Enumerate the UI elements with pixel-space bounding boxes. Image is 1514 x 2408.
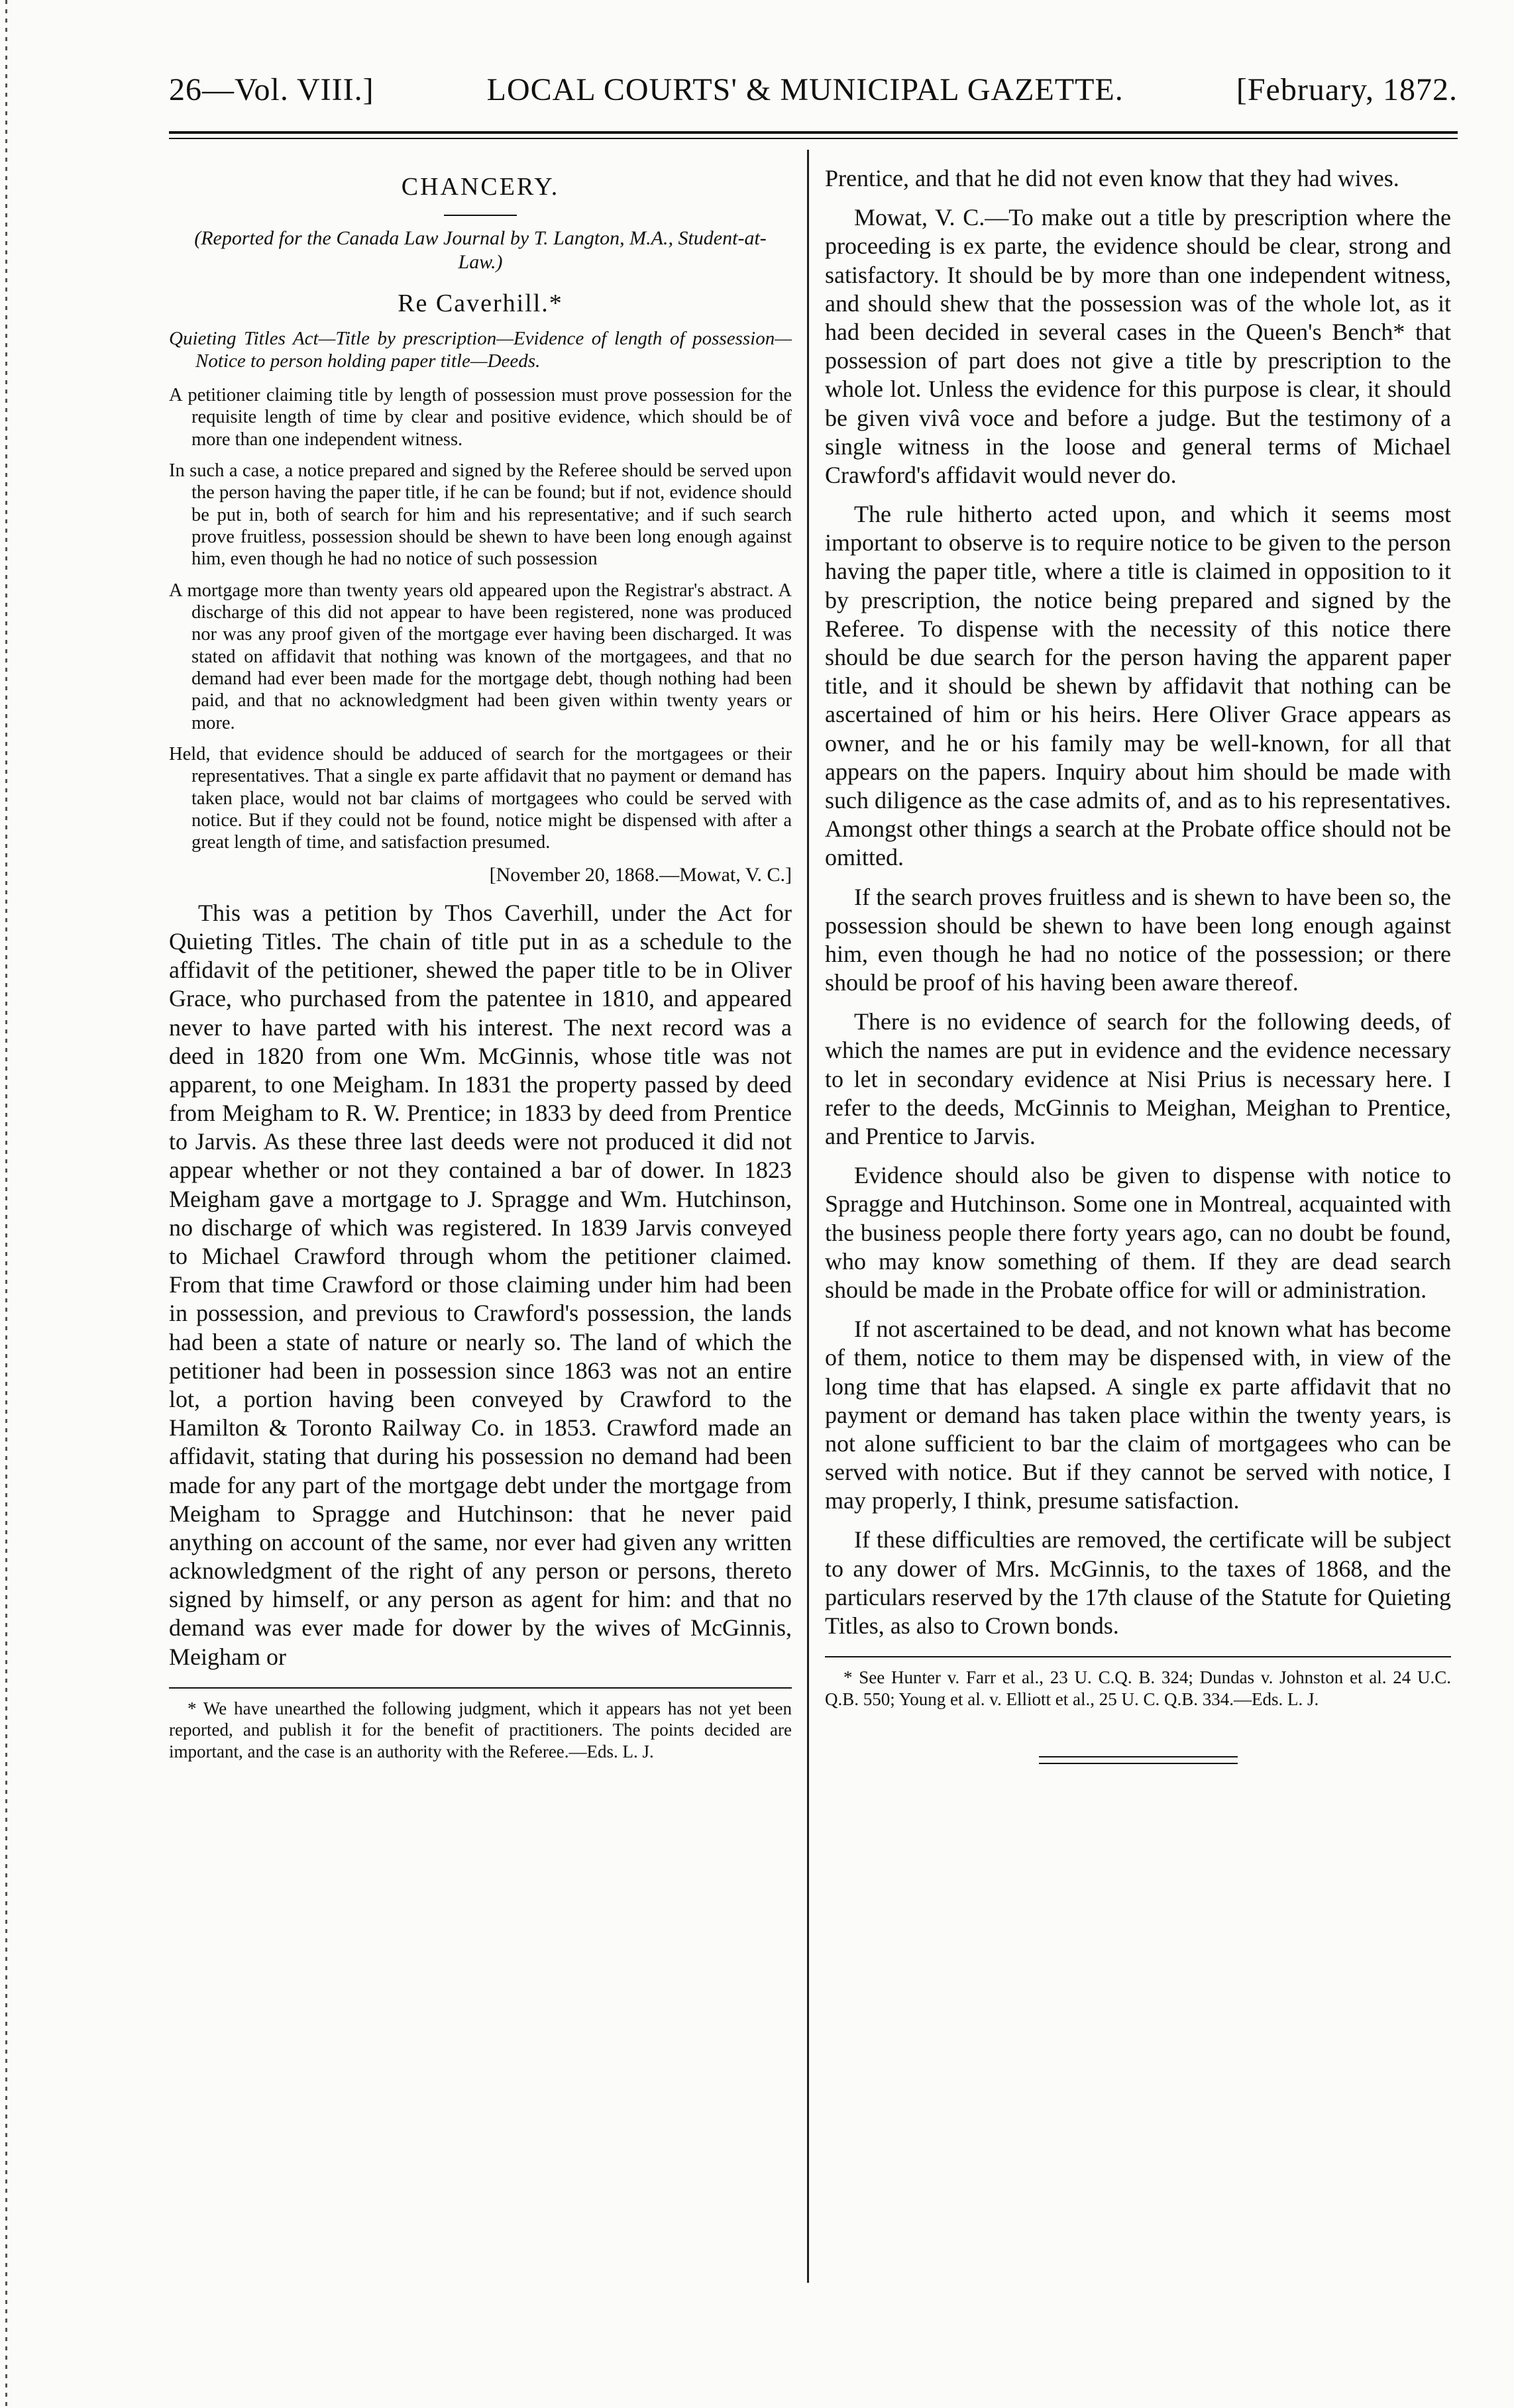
footnote-rule: [169, 1687, 792, 1689]
judgment-paragraph-3: If the search proves fruitless and is shewn to have been so, the possession should be shewn to have been long enough against him, even though he had no notice of the possession; or there should be proof of his having been aware thereof.: [825, 883, 1451, 996]
editors-footnote: * We have unearthed the following judgment, which it appears has not yet been reported, and publish it for the benefit of practitioners. The points decided are important, and the case is an authority with the Referee.—Eds. L. J.: [169, 1698, 792, 1761]
header-rule-thin: [169, 138, 1458, 139]
header-rule-thick: [169, 131, 1458, 134]
judgment-paragraph-2: The rule hitherto acted upon, and which it seems most important to observe is to require notice to be given to the person having the paper title, where a title is claimed in opposition to it by prescription, the notice being prepared and signed by the Referee. To dispense with the necessity of this notice there should be due search for the person having the apparent paper title, and it should be shewn by affidavit that nothing can be ascertained of him or his heirs. Here Oliver Grace appears as owner, and he or his family may be well-known, for all that appears on the papers. Inquiry about him should be made with such diligence as the case admits of, and as to his representatives. Amongst other things a search at the Probate office should not be omitted.: [825, 501, 1451, 871]
publication-title: LOCAL COURTS' & MUNICIPAL GAZETTE.: [486, 72, 1124, 107]
section-heading: CHANCERY.: [401, 173, 560, 201]
end-rule: [1039, 1756, 1238, 1757]
issue-date: [February, 1872.: [1236, 72, 1458, 107]
right-column: [825, 164, 1451, 1764]
section-rule: [444, 215, 517, 216]
headnote-3: A mortgage more than twenty years old appeared upon the Registrar's abstract. A discharge of this did not appear to have been registered, none was produced nor was any proof given of the mortgage ever having been discharged. It was stated on affidavit that nothing was known of the mortgagees, and that no demand had ever been made for the mortgage debt, though nothing had been paid, and that no acknowledgment had been given within twenty years or more.: [169, 580, 792, 733]
running-header: [169, 72, 1458, 118]
judgment-paragraph-7: If these difficulties are removed, the certificate will be subject to any dower of Mrs. McGinnis, to the taxes of 1868, and the particulars reserved by the 17th clause of the Statute for Quieting Titles, as also to Crown bonds.: [825, 1526, 1451, 1639]
case-references-footnote: * See Hunter v. Farr et al., 23 U. C.Q. B. 324; Dundas v. Johnston et al. 24 U.C. Q.B. 550; Young et al. v. Elliott et al., 25 U. C. Q.B. 334.—Eds. L. J.: [825, 1667, 1451, 1709]
end-rule-second: [1039, 1763, 1238, 1764]
paragraph-continuation: Prentice, and that he did not even know that they had wives.: [825, 165, 1399, 191]
headnote-1: A petitioner claiming title by length of possession must prove possession for the requisite length of time by clear and positive evidence, which should be of more than one independent witness.: [169, 384, 792, 450]
footnote-rule-right: [825, 1656, 1451, 1657]
statement-of-facts: This was a petition by Thos Caverhill, under the Act for Quieting Titles. The chain of title put in as a schedule to the affidavit of the petitioner, shewed the paper title to be in Oliver Grace, who purchased from the patentee in 1810, and appeared never to have parted with his interest. The next record was a deed in 1820 from one Wm. McGinnis, whose title was not apparent, to one Meigham. In 1831 the property passed by deed from Meigham to R. W. Prentice; in 1833 by deed from Prentice to Jarvis. As these three last deeds were not produced it did not appear whether or not they contained a bar of dower. In 1823 Meigham gave a mortgage to J. Spragge and Wm. Hutchinson, no discharge of which was registered. In 1839 Jarvis conveyed to Michael Crawford through whom the petitioner claimed. From that time Crawford or those claiming under him had been in possession, and previous to Crawford's possession, the lands had been a state of nature or nearly so. The land of which the petitioner had been in possession since 1863 was not an entire lot, a portion having been conveyed by Crawford to the Hamilton & Toronto Railway Co. in 1853. Crawford made an affidavit, stating that during his possession no demand had been made for any part of the mortgage debt under the mortgage from Meigham to Spragge and Hutchinson: that he never paid anything on account of the same, nor ever had given any written acknowledgment of the right of any person or persons, thereto signed by himself, or any person as agent for him: and that no demand was ever made for dower by the wives of McGinnis, Meigham or: [169, 899, 792, 1670]
page-volume: 26—Vol. VIII.]: [169, 72, 374, 107]
case-name: Re Caverhill.*: [398, 289, 563, 317]
headnote-2: In such a case, a notice prepared and signed by the Referee should be served upon the person having the paper title, if he can be found; but if not, evidence should be put in, both of search for him and his representative; and if such search prove fruitless, possession should be shewn to have been long enough against him, even though he had no notice of such possession: [169, 460, 792, 570]
judgment-paragraph-1: Mowat, V. C.—To make out a title by prescription where the proceeding is ex parte, the evidence should be clear, strong and satisfactory. It should be by more than one independent witness, and should shew that the possession was of the whole lot, as it had been decided in several cases in the Queen's Bench* that possession of part does not give a title by prescription to the whole lot. Unless the evidence for this purpose is clear, it should be given vivâ voce and before a judge. But the testimony of a single witness in the loose and general terms of Michael Crawford's affidavit would never do.: [825, 204, 1451, 488]
reporter-note: (Reported for the Canada Law Journal by T. Langton, M.A., Student-at-Law.): [194, 227, 767, 273]
headnote-topic: Quieting Titles Act—Title by prescription—Evidence of length of possession—Notice to person holding paper title—Deeds.: [169, 328, 792, 372]
judgment-paragraph-4: There is no evidence of search for the following deeds, of which the names are put in evidence and the evidence necessary to let in secondary evidence at Nisi Prius is necessary here. I refer to the deeds, McGinnis to Meighan, Meighan to Prentice, and Prentice to Jarvis.: [825, 1008, 1451, 1149]
column-divider: [807, 150, 809, 2283]
decision-citation: [November 20, 1868.—Mowat, V. C.]: [489, 863, 792, 886]
binding-edge: [5, 0, 7, 2408]
left-column: [169, 164, 792, 1762]
judgment-paragraph-6: If not ascertained to be dead, and not known what has become of them, notice to them may be dispensed with, in view of the long time that has elapsed. A single ex parte affidavit that no payment or demand has taken place within the twenty years, is not alone sufficient to bar the claim of mortgagees who can be served with notice. But if they cannot be served with notice, I may properly, I think, presume satisfaction.: [825, 1316, 1451, 1514]
headnote-held: Held, that evidence should be adduced of search for the mortgagees or their representatives. That a single ex parte affidavit that no payment or demand has taken place, would not bar claims of mortgagees who could be served with notice. But if they could not be found, notice might be dispensed with after a great length of time, and satisfaction presumed.: [169, 744, 792, 853]
judgment-paragraph-5: Evidence should also be given to dispense with notice to Spragge and Hutchinson. Some one in Montreal, acquainted with the business people there forty years ago, can no doubt be found, who may know something of them. If they are dead search should be made in the Probate office for will or administration.: [825, 1162, 1451, 1303]
